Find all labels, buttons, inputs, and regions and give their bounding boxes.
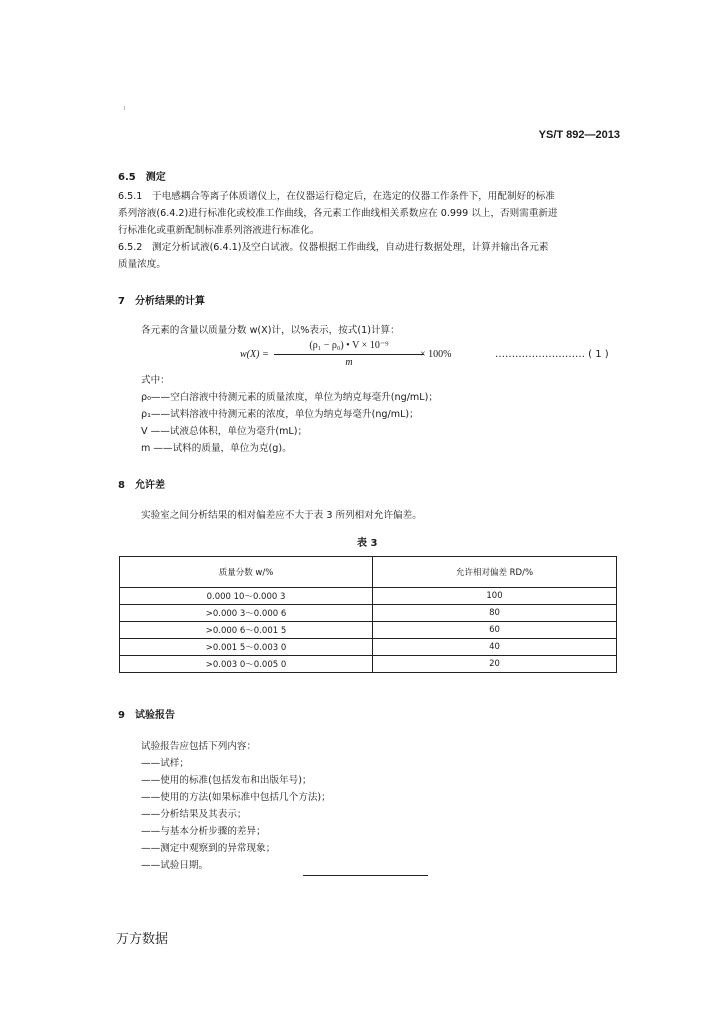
para-6-5-2-line2: 质量浓度。 bbox=[118, 259, 166, 270]
para-6-5-1-line1: 6.5.1 于电感耦合等离子体质谱仪上，在仪器运行稳定后，在选定的仪器工作条件下，用配制好的标准 bbox=[118, 191, 555, 202]
standard-code: YS/T 892—2013 bbox=[538, 129, 620, 141]
watermark: 万方数据 bbox=[116, 932, 169, 947]
col-header-mass-fraction: 质量分数 w/% bbox=[120, 557, 373, 588]
formula-fraction bbox=[274, 340, 424, 368]
table-3 bbox=[119, 556, 617, 673]
para-6-5-1-line3: 行标准化或重新配制标准系列溶液进行标准化。 bbox=[118, 225, 320, 236]
report-item: ——试验日期。 bbox=[141, 860, 209, 871]
formula-denominator: m bbox=[345, 357, 353, 368]
report-item: ——试样； bbox=[141, 758, 189, 769]
section-7-title: 7 分析结果的计算 bbox=[118, 296, 205, 307]
cell-range: >0.001 5～0.003 0 bbox=[120, 639, 373, 656]
formula-lhs: w(X) = bbox=[240, 349, 269, 360]
fraction-bar bbox=[274, 354, 424, 355]
end-rule bbox=[303, 875, 428, 876]
tolerance-text: 实验室之间分析结果的相对偏差应不大于表 3 所列相对允许偏差。 bbox=[141, 510, 422, 521]
section-9-title: 9 试验报告 bbox=[118, 710, 175, 721]
cell-range: >0.000 3～0.000 6 bbox=[120, 605, 373, 622]
cell-rd: 60 bbox=[373, 622, 617, 639]
cell-range: >0.003 0～0.005 0 bbox=[120, 656, 373, 673]
cell-rd: 100 bbox=[373, 588, 617, 605]
section-8-title: 8 允许差 bbox=[118, 480, 165, 491]
table-caption: 表 3 bbox=[357, 538, 378, 549]
cell-rd: 80 bbox=[373, 605, 617, 622]
table-row bbox=[120, 639, 617, 656]
para-6-5-2-line1: 6.5.2 测定分析试液(6.4.1)及空白试液。仪器根据工作曲线，自动进行数据处理，计算并输出各元素 bbox=[118, 242, 549, 253]
calc-intro: 各元素的含量以质量分数 w(X)计，以%表示，按式(1)计算： bbox=[141, 325, 400, 336]
report-item: ——使用的标准(包括发布和出版年号)； bbox=[141, 775, 312, 786]
section-6-5-title: 6.5 测定 bbox=[118, 172, 166, 183]
cell-rd: 40 bbox=[373, 639, 617, 656]
def-rho0: ρ₀——空白溶液中待测元素的质量浓度，单位为纳克每毫升(ng/mL)； bbox=[141, 392, 438, 403]
def-rho1: ρ₁——试料溶液中待测元素的浓度，单位为纳克每毫升(ng/mL)； bbox=[141, 409, 419, 420]
table-header-row bbox=[120, 557, 617, 588]
report-item: ——测定中观察到的异常现象； bbox=[141, 843, 276, 854]
formula-numerator: (ρ₁ − ρ₀) • V × 10⁻⁹ bbox=[309, 340, 389, 351]
formula-rhs: × 100% bbox=[420, 349, 452, 360]
para-6-5-1-line2: 系列溶液(6.4.2)进行标准化或校准工作曲线，各元素工作曲线相关系数应在 0.999 以上，否则需重新进 bbox=[118, 208, 558, 219]
where-label: 式中： bbox=[141, 375, 170, 386]
table-row bbox=[120, 605, 617, 622]
table-row bbox=[120, 622, 617, 639]
def-m: m ——试料的质量，单位为克(g)。 bbox=[141, 443, 292, 454]
cell-rd: 20 bbox=[373, 656, 617, 673]
report-intro: 试验报告应包括下列内容： bbox=[141, 741, 257, 752]
margin-mark bbox=[124, 106, 125, 110]
report-item: ——与基本分析步骤的差异； bbox=[141, 826, 266, 837]
report-item: ——使用的方法(如果标准中包括几个方法)； bbox=[141, 792, 331, 803]
cell-range: >0.000 6～0.001 5 bbox=[120, 622, 373, 639]
col-header-rd: 允许相对偏差 RD/% bbox=[373, 557, 617, 588]
report-item: ——分析结果及其表示； bbox=[141, 809, 247, 820]
formula-number: ……………………… ( 1 ) bbox=[495, 349, 609, 360]
table-row bbox=[120, 656, 617, 673]
cell-range: 0.000 10～0.000 3 bbox=[120, 588, 373, 605]
def-v: V ——试液总体积，单位为毫升(mL)； bbox=[141, 426, 308, 437]
table-row bbox=[120, 588, 617, 605]
